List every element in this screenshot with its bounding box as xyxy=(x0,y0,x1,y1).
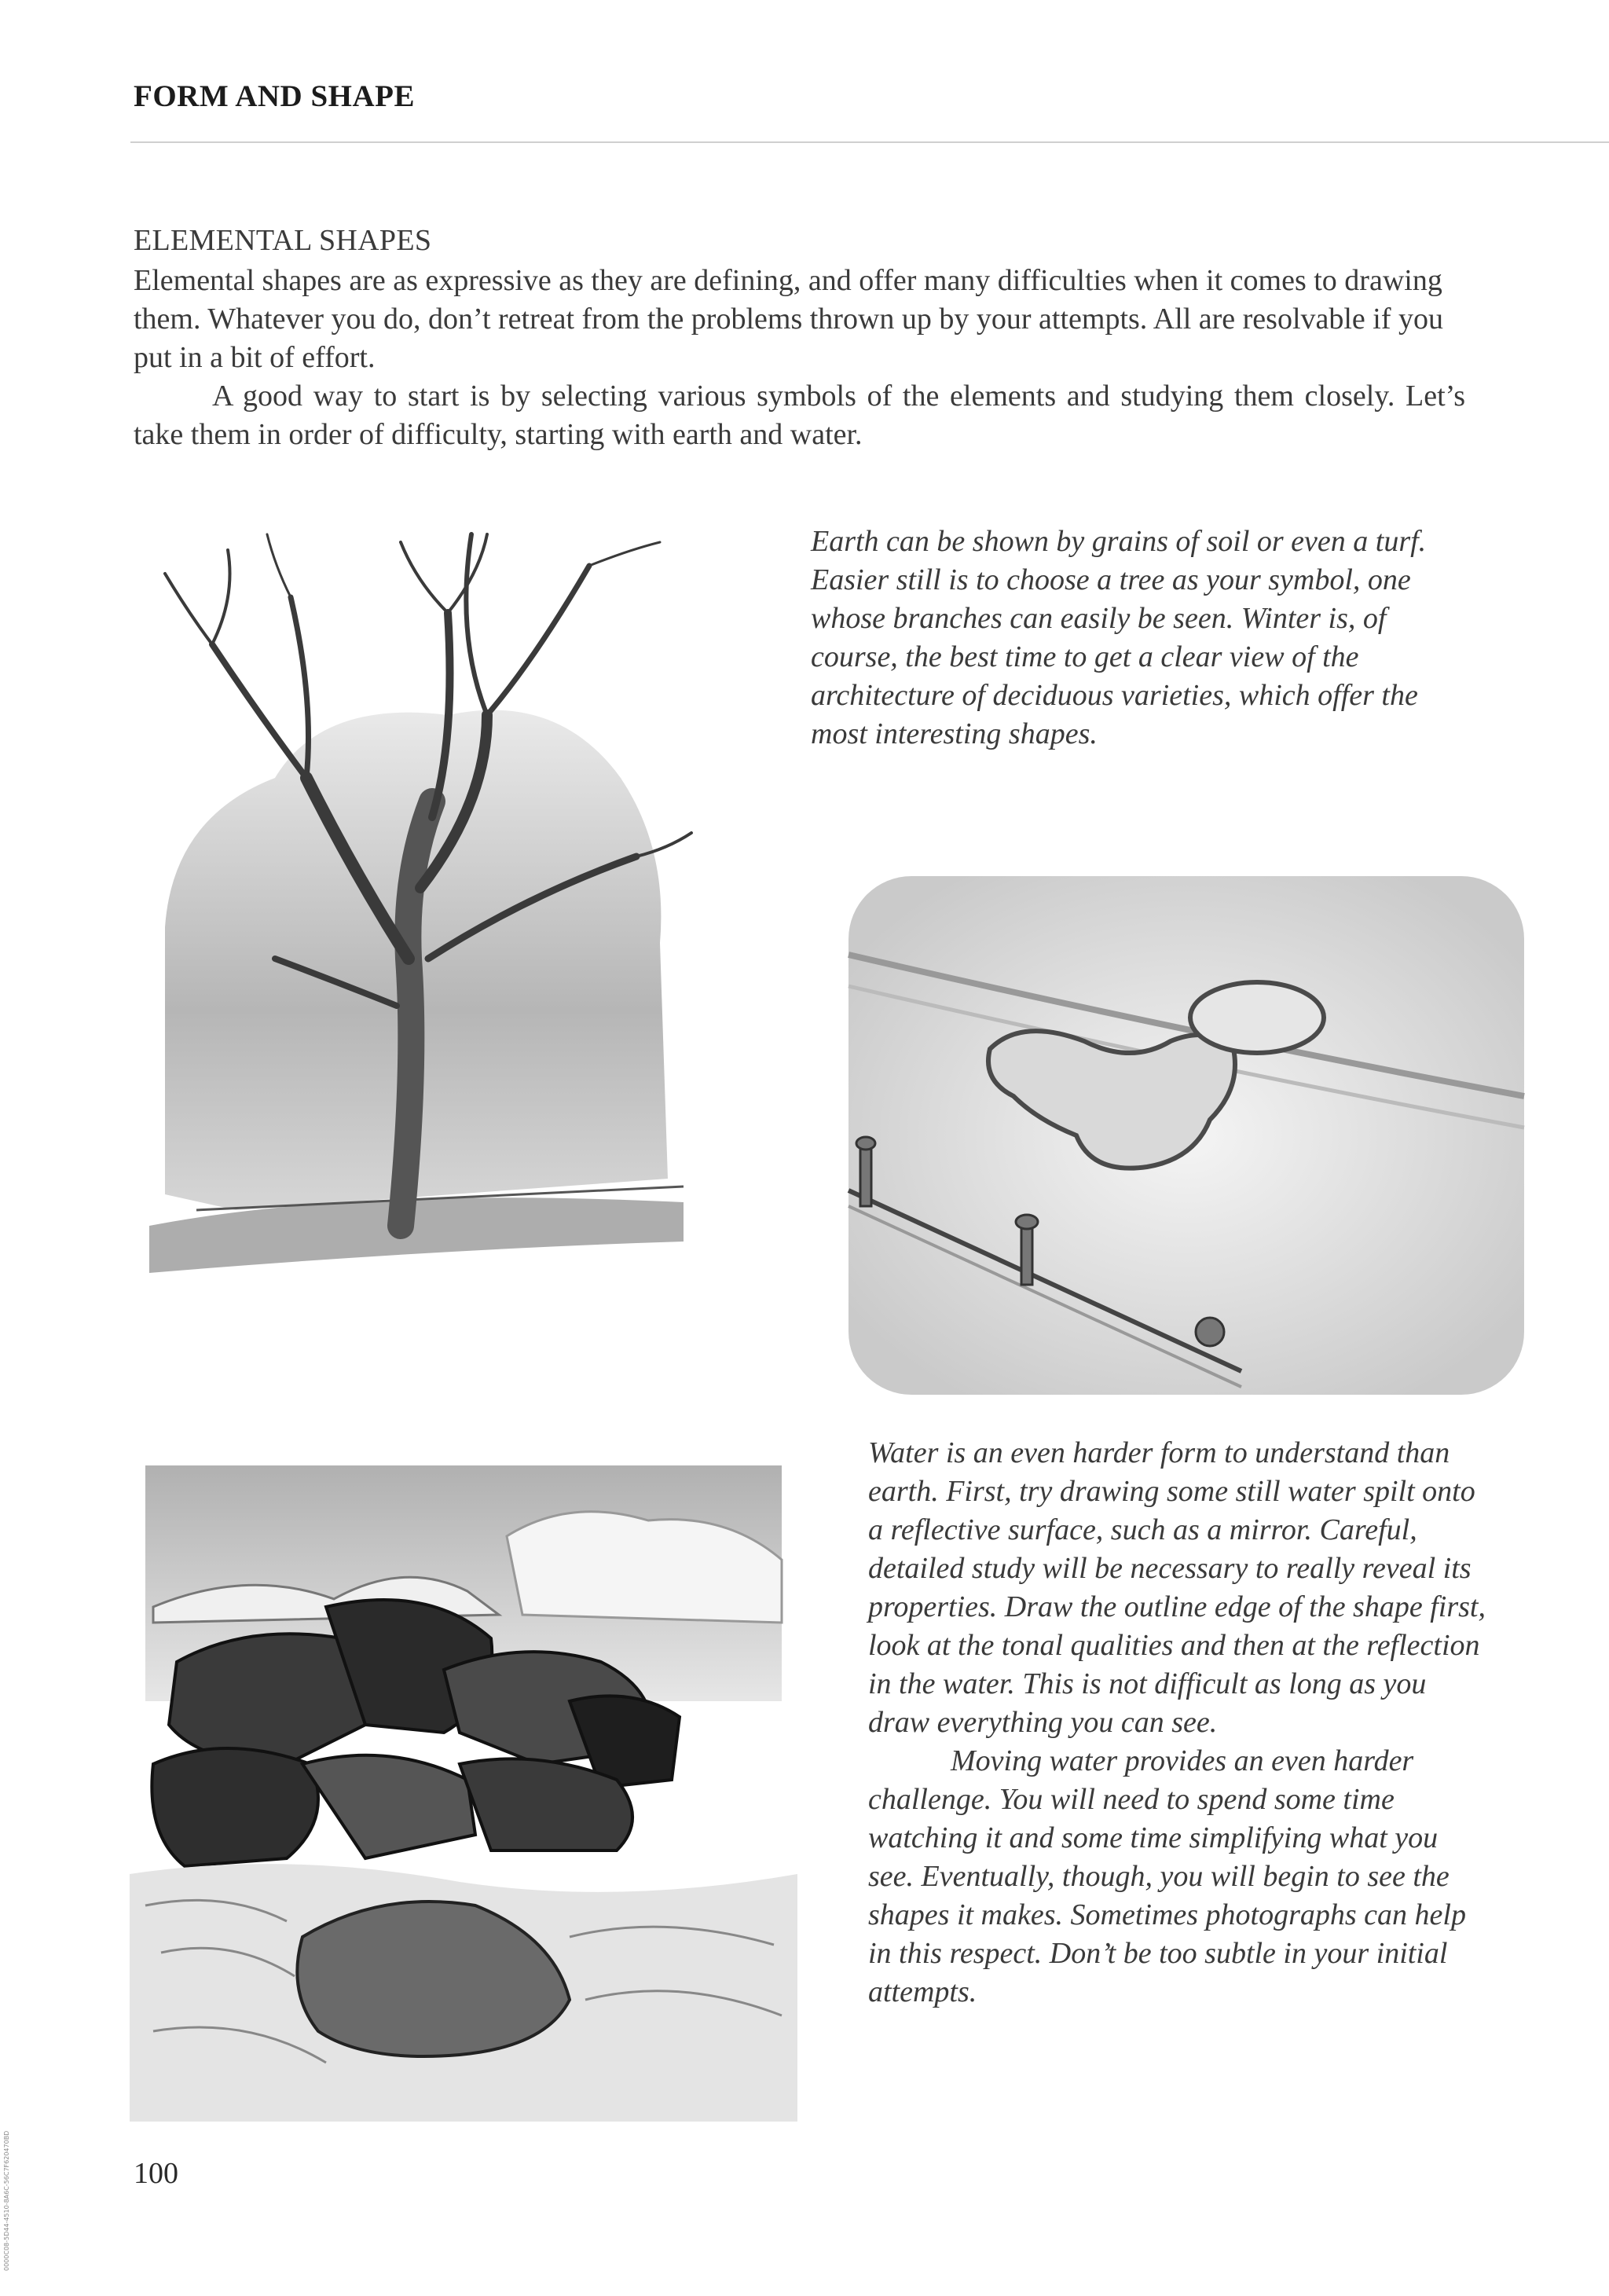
second-paragraph: A good way to start is by selecting various symbols of the elements and studying them closely. Let’s take them in order of difficulty, starting with earth and water. xyxy=(134,380,1465,451)
running-head: FORM AND SHAPE xyxy=(134,79,415,113)
water-caption-para2: Moving water provides an even harder challenge. You will need to spend some time watching it and some time simplifying what you see. Eventually, though, you will begin to see the shapes it makes. Sometimes photographs can help in this respect. Don’t be too subtle in your initial attempts. xyxy=(868,1744,1466,2008)
section-heading: ELEMENTAL SHAPES xyxy=(134,224,432,257)
header-rule xyxy=(130,141,1609,143)
water-caption xyxy=(868,1434,1489,2012)
rocks-illustration xyxy=(130,1465,797,2122)
tree-illustration xyxy=(118,519,770,1289)
intro-paragraph: Elemental shapes are as expressive as they are defining, and offer many difficulties when it comes to drawing them. Whatever you do, don’t retreat from the problems thrown up by your attempts. All are resolvable if you put in a bit of effort. xyxy=(134,264,1444,374)
side-code: 0000C08-5D44-4510-8A6C-56C7F620470BD xyxy=(3,2130,10,2271)
puddle-illustration xyxy=(833,860,1540,1410)
earth-caption: Earth can be shown by grains of soil or even a turf. Easier still is to choose a tree as your symbol, one whose branches can easily be seen. Winter is, of course, the best time to get a clear view of the architecture of deciduous varieties, which offer the most interesting shapes. xyxy=(811,525,1427,750)
page-number: 100 xyxy=(134,2157,178,2190)
water-caption-para1: Water is an even harder form to understand than earth. First, try drawing some still water spilt onto a reflective surface, such as a mirror. Careful, detailed study will be necessary to really reveal its properties. Draw the outline edge of the shape first, look at the tonal qualities and then at the reflection in the water. This is not difficult as long as you draw everything you can see. xyxy=(868,1436,1486,1739)
